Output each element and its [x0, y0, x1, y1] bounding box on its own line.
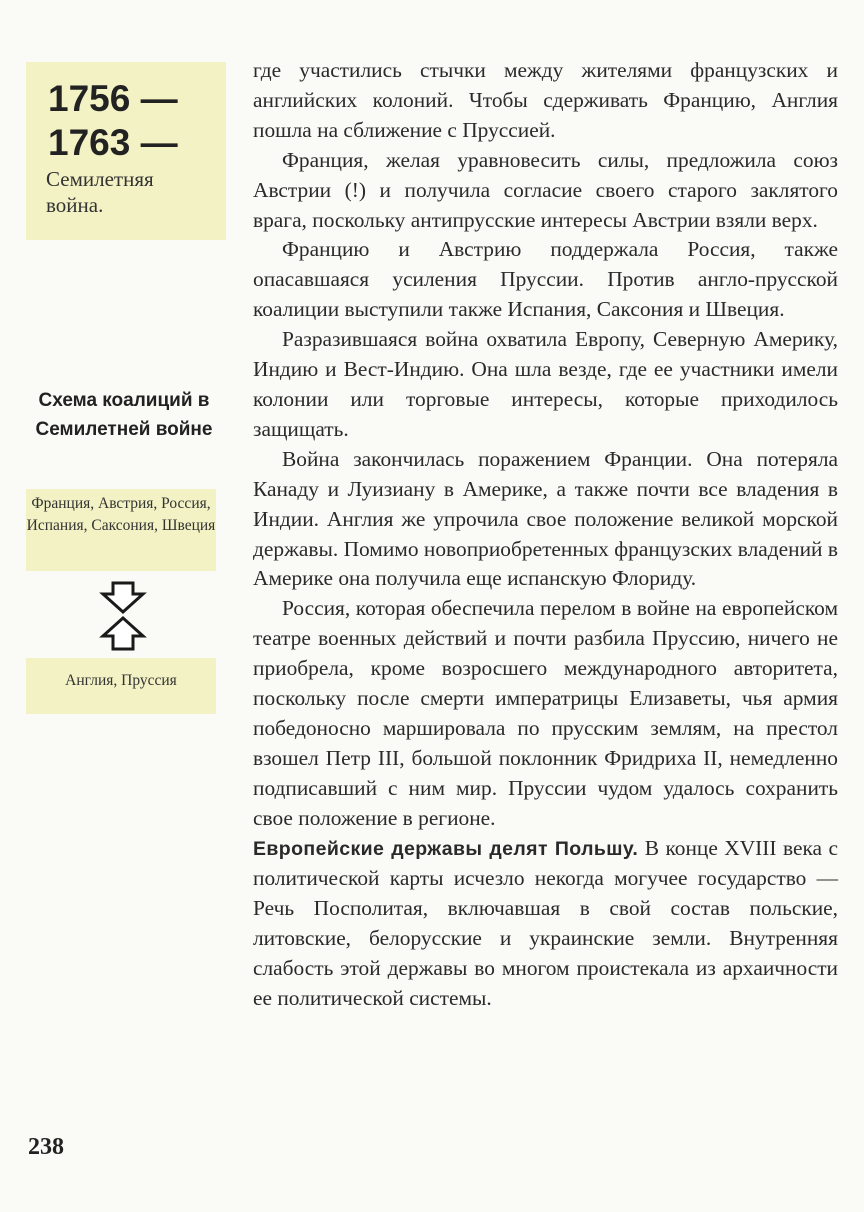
- main-text: [253, 56, 838, 1014]
- paragraph-4: Разразившаяся война охватила Европу, Северную Америку, Индию и Вест-Индию. Она шла везде, где ее участники имели колонии или торговые интересы, которые приходилось защищать.: [253, 327, 838, 441]
- arrows-diagram: [98, 580, 148, 652]
- date-start: 1756 —: [48, 78, 178, 119]
- paragraph-3: Францию и Австрию поддержала Россия, также опасавшаяся усиления Пруссии. Против англо-прусской коалиции выступили также Испания, Саксония и Швеция.: [253, 237, 838, 322]
- scheme-title: Схема коалиций в Семилетней войне: [35, 390, 213, 440]
- coalition-bottom-box: Англия, Пруссия: [26, 658, 216, 714]
- section-heading: Европейские державы делят Польшу.: [253, 837, 639, 860]
- paragraph-1: где участились стычки между жителями французских и английских колоний. Чтобы сдерживать Францию, Англия пошла на сближение с Пруссией.: [253, 58, 838, 142]
- date-description: Семилетняя война.: [46, 167, 154, 217]
- sidebar: [0, 0, 230, 1212]
- date-end: 1763 —: [48, 122, 178, 163]
- arrow-down-outline-icon: [103, 583, 143, 612]
- paragraph-7: [253, 834, 838, 1014]
- arrow-up-outline-icon: [103, 618, 143, 649]
- paragraph-6: Россия, которая обеспечила перелом в войне на европейском театре военных действий и почти разбила Пруссию, ничего не приобрела, кроме возросшего международного авторитета, поскольку после смерти императрицы Елизаветы, чья армия победоносно маршировала по прусским землям, на престол взошел Петр III, большой поклонник Фридриха II, немедленно подписавший с ним мир. Пруссии чудом удалось сохранить свое положение в регионе.: [253, 596, 838, 830]
- page-number: 238: [28, 1134, 64, 1160]
- coalition-top-box: Франция, Австрия, Россия, Испания, Саксония, Швеция: [26, 489, 216, 571]
- date-box: [26, 62, 226, 240]
- paragraph-7-text: В конце XVIII века с политической карты исчезло некогда могучее государство — Речь Посполитая, включавшая в свой состав польские, литовские, белорусские и украинские земли. Внутренняя слабость этой державы во многом проистекала из архаичности ее политической системы.: [253, 835, 839, 1011]
- paragraph-2: Франция, желая уравновесить силы, предложила союз Австрии (!) и получила согласие своего старого заклятого врага, поскольку антипрусские интересы Австрии взяли верх.: [253, 147, 838, 232]
- paragraph-5: Война закончилась поражением Франции. Она потеряла Канаду и Луизиану в Америке, а также почти все владения в Индии. Англия же упрочила свое положение великой морской державы. Помимо новоприобретенных французских владений в Америке она получила еще испанскую Флориду.: [253, 446, 838, 591]
